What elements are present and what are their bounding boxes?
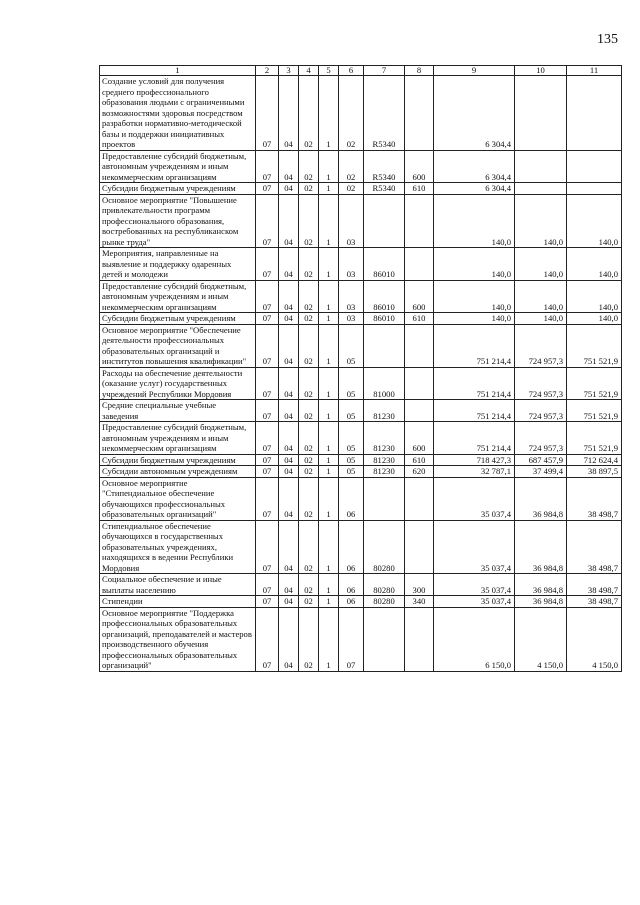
value-cell: 600 (405, 422, 434, 455)
value-cell (405, 607, 434, 671)
value-cell: 02 (299, 574, 319, 596)
value-cell: 06 (339, 520, 364, 574)
value-cell: 07 (256, 520, 279, 574)
value-cell (405, 520, 434, 574)
table-row (100, 324, 622, 367)
value-cell: 02 (299, 607, 319, 671)
value-cell: 6 304,4 (434, 150, 515, 183)
value-cell: 1 (319, 574, 339, 596)
value-cell: 81230 (364, 454, 405, 466)
value-cell: 02 (339, 150, 364, 183)
value-cell: 140,0 (567, 313, 622, 325)
row-name-cell: Субсидии бюджетным учреждениям (100, 454, 256, 466)
value-cell: 02 (299, 400, 319, 422)
row-name-cell: Стипендии (100, 596, 256, 608)
value-cell: 07 (256, 76, 279, 151)
value-cell: 81230 (364, 466, 405, 478)
value-cell: R5340 (364, 76, 405, 151)
value-cell: 04 (279, 367, 299, 400)
value-cell: 80280 (364, 520, 405, 574)
value-cell: 1 (319, 150, 339, 183)
value-cell (515, 76, 567, 151)
table-row (100, 520, 622, 574)
value-cell: 1 (319, 280, 339, 313)
value-cell (567, 150, 622, 183)
value-cell: 140,0 (434, 280, 515, 313)
value-cell: 07 (256, 280, 279, 313)
value-cell: 751 521,9 (567, 367, 622, 400)
row-name-cell: Стипендиальное обеспечение обучающихся в государственных образовательных учреждениях, находящихся в ведении Республики Мордовия (100, 520, 256, 574)
value-cell: 751 214,4 (434, 324, 515, 367)
value-cell: 02 (299, 248, 319, 281)
value-cell: 02 (299, 324, 319, 367)
value-cell (567, 183, 622, 195)
table-row (100, 194, 622, 248)
value-cell: 04 (279, 574, 299, 596)
value-cell (364, 194, 405, 248)
row-name-cell: Субсидии бюджетным учреждениям (100, 313, 256, 325)
value-cell: 02 (299, 466, 319, 478)
value-cell: 04 (279, 477, 299, 520)
value-cell: 05 (339, 324, 364, 367)
value-cell: 04 (279, 313, 299, 325)
value-cell: 07 (256, 454, 279, 466)
value-cell: 1 (319, 183, 339, 195)
value-cell: 751 521,9 (567, 400, 622, 422)
value-cell: 02 (299, 76, 319, 151)
value-cell: 36 984,8 (515, 574, 567, 596)
value-cell: 04 (279, 150, 299, 183)
value-cell (515, 150, 567, 183)
column-header: 4 (299, 66, 319, 76)
value-cell: 751 214,4 (434, 400, 515, 422)
table-row (100, 367, 622, 400)
column-header: 11 (567, 66, 622, 76)
value-cell: 1 (319, 313, 339, 325)
value-cell: 724 957,3 (515, 422, 567, 455)
value-cell: 07 (256, 313, 279, 325)
page-number: 135 (597, 32, 618, 47)
header-row (100, 66, 622, 76)
value-cell: 140,0 (434, 313, 515, 325)
value-cell: 03 (339, 194, 364, 248)
value-cell: 06 (339, 574, 364, 596)
value-cell: 751 214,4 (434, 422, 515, 455)
value-cell: 36 984,8 (515, 596, 567, 608)
value-cell: 4 150,0 (515, 607, 567, 671)
value-cell: 712 624,4 (567, 454, 622, 466)
value-cell: 05 (339, 454, 364, 466)
table-row (100, 466, 622, 478)
value-cell: 04 (279, 324, 299, 367)
row-name-cell: Средние специальные учебные заведения (100, 400, 256, 422)
budget-table (99, 65, 622, 672)
value-cell: 610 (405, 454, 434, 466)
value-cell: 02 (339, 76, 364, 151)
column-header: 2 (256, 66, 279, 76)
value-cell: 04 (279, 183, 299, 195)
value-cell: 02 (299, 454, 319, 466)
value-cell: 38 498,7 (567, 520, 622, 574)
value-cell: 05 (339, 422, 364, 455)
value-cell: 06 (339, 477, 364, 520)
value-cell: 140,0 (515, 248, 567, 281)
value-cell: 07 (256, 422, 279, 455)
value-cell: 1 (319, 454, 339, 466)
value-cell (567, 76, 622, 151)
value-cell: 07 (256, 150, 279, 183)
row-name-cell: Предоставление субсидий бюджетным, автономным учреждениям и иным некоммерческим организациям (100, 280, 256, 313)
value-cell: 02 (299, 422, 319, 455)
value-cell: 751 214,4 (434, 367, 515, 400)
value-cell: 1 (319, 520, 339, 574)
value-cell: 07 (256, 367, 279, 400)
row-name-cell: Основное мероприятие "Поддержка профессиональных образовательных организаций, преподавателей и мастеров производственного обучения профессиональных образовательных организаций" (100, 607, 256, 671)
value-cell: 724 957,3 (515, 324, 567, 367)
row-name-cell: Создание условий для получения среднего профессионального образования людьми с ограниченными возможностями здоровья посредством разработки нормативно-методической базы и поддержки инициативных проектов (100, 76, 256, 151)
value-cell: 300 (405, 574, 434, 596)
value-cell: 38 498,7 (567, 477, 622, 520)
value-cell (405, 324, 434, 367)
table-row (100, 477, 622, 520)
value-cell: 02 (299, 280, 319, 313)
value-cell: 751 521,9 (567, 324, 622, 367)
value-cell (405, 367, 434, 400)
value-cell: 05 (339, 367, 364, 400)
value-cell: 07 (256, 194, 279, 248)
row-name-cell: Основное мероприятие "Обеспечение деятельности профессиональных образовательных организаций и институтов повышения квалификации" (100, 324, 256, 367)
value-cell: 80280 (364, 574, 405, 596)
value-cell: 140,0 (515, 280, 567, 313)
value-cell: 35 037,4 (434, 596, 515, 608)
value-cell: 1 (319, 194, 339, 248)
table-row (100, 76, 622, 151)
value-cell: 86010 (364, 248, 405, 281)
value-cell (405, 76, 434, 151)
value-cell: 03 (339, 313, 364, 325)
row-name-cell: Основное мероприятие "Повышение привлекательности программ профессионального образования, востребованных на республиканском рынке труда" (100, 194, 256, 248)
value-cell (405, 194, 434, 248)
value-cell (364, 477, 405, 520)
value-cell: 05 (339, 466, 364, 478)
table-row (100, 422, 622, 455)
value-cell (405, 477, 434, 520)
value-cell: 02 (299, 313, 319, 325)
value-cell: 340 (405, 596, 434, 608)
value-cell: 07 (256, 574, 279, 596)
column-header: 3 (279, 66, 299, 76)
value-cell: 04 (279, 194, 299, 248)
value-cell: 07 (256, 183, 279, 195)
value-cell: 687 457,9 (515, 454, 567, 466)
table-row (100, 607, 622, 671)
value-cell: 6 150,0 (434, 607, 515, 671)
column-header: 9 (434, 66, 515, 76)
row-name-cell: Основное мероприятие "Стипендиальное обеспечение обучающихся профессиональных образовательных организаций" (100, 477, 256, 520)
value-cell: 751 521,9 (567, 422, 622, 455)
value-cell: 04 (279, 280, 299, 313)
value-cell (405, 248, 434, 281)
value-cell: 04 (279, 76, 299, 151)
column-header: 7 (364, 66, 405, 76)
value-cell: 02 (299, 596, 319, 608)
value-cell: 1 (319, 367, 339, 400)
value-cell: 81230 (364, 400, 405, 422)
value-cell: 03 (339, 280, 364, 313)
value-cell: R5340 (364, 150, 405, 183)
value-cell: 02 (299, 367, 319, 400)
value-cell: 610 (405, 183, 434, 195)
value-cell: 6 304,4 (434, 183, 515, 195)
value-cell: 1 (319, 596, 339, 608)
value-cell: 06 (339, 596, 364, 608)
value-cell: 1 (319, 466, 339, 478)
row-name-cell: Расходы на обеспечение деятельности (оказание услуг) государственных учреждений Республики Мордовия (100, 367, 256, 400)
value-cell: 38 897,5 (567, 466, 622, 478)
value-cell: 07 (256, 477, 279, 520)
value-cell: 04 (279, 422, 299, 455)
value-cell: 03 (339, 248, 364, 281)
column-header: 6 (339, 66, 364, 76)
value-cell (364, 324, 405, 367)
column-header: 5 (319, 66, 339, 76)
value-cell: 07 (256, 596, 279, 608)
value-cell: 07 (256, 466, 279, 478)
value-cell: 140,0 (515, 313, 567, 325)
value-cell: 1 (319, 76, 339, 151)
value-cell: 718 427,3 (434, 454, 515, 466)
value-cell: 140,0 (434, 194, 515, 248)
value-cell: 81230 (364, 422, 405, 455)
value-cell: 140,0 (567, 280, 622, 313)
row-name-cell: Предоставление субсидий бюджетным, автономным учреждениям и иным некоммерческим организациям (100, 422, 256, 455)
value-cell: 02 (299, 150, 319, 183)
table-body (100, 76, 622, 672)
value-cell: 86010 (364, 313, 405, 325)
value-cell: 140,0 (434, 248, 515, 281)
value-cell: 140,0 (567, 194, 622, 248)
value-cell: 1 (319, 324, 339, 367)
row-name-cell: Субсидии автономным учреждениям (100, 466, 256, 478)
value-cell: 36 984,8 (515, 520, 567, 574)
value-cell: 35 037,4 (434, 477, 515, 520)
value-cell: 02 (299, 183, 319, 195)
value-cell: 724 957,3 (515, 367, 567, 400)
value-cell: 80280 (364, 596, 405, 608)
value-cell: 81000 (364, 367, 405, 400)
value-cell: 1 (319, 477, 339, 520)
value-cell: 04 (279, 520, 299, 574)
value-cell: 04 (279, 607, 299, 671)
table-row (100, 280, 622, 313)
value-cell: 07 (256, 324, 279, 367)
value-cell: 6 304,4 (434, 76, 515, 151)
table-row (100, 248, 622, 281)
column-header: 1 (100, 66, 256, 76)
value-cell: 02 (339, 183, 364, 195)
column-header: 8 (405, 66, 434, 76)
column-header: 10 (515, 66, 567, 76)
table-row (100, 183, 622, 195)
row-name-cell: Социальное обеспечение и иные выплаты населению (100, 574, 256, 596)
value-cell: 38 498,7 (567, 596, 622, 608)
value-cell: 02 (299, 194, 319, 248)
value-cell: 37 499,4 (515, 466, 567, 478)
value-cell: 07 (256, 248, 279, 281)
value-cell: 04 (279, 454, 299, 466)
value-cell: 04 (279, 466, 299, 478)
value-cell: 07 (339, 607, 364, 671)
value-cell: 600 (405, 280, 434, 313)
value-cell: 4 150,0 (567, 607, 622, 671)
value-cell: 600 (405, 150, 434, 183)
value-cell: 610 (405, 313, 434, 325)
table-row (100, 596, 622, 608)
value-cell: 1 (319, 422, 339, 455)
value-cell: 35 037,4 (434, 520, 515, 574)
value-cell (405, 400, 434, 422)
value-cell: 04 (279, 400, 299, 422)
row-name-cell: Предоставление субсидий бюджетным, автономным учреждениям и иным некоммерческим организациям (100, 150, 256, 183)
value-cell: 02 (299, 477, 319, 520)
table-row (100, 400, 622, 422)
value-cell: 86010 (364, 280, 405, 313)
row-name-cell: Мероприятия, направленные на выявление и поддержку одаренных детей и молодежи (100, 248, 256, 281)
value-cell: 05 (339, 400, 364, 422)
row-name-cell: Субсидии бюджетным учреждениям (100, 183, 256, 195)
value-cell: 140,0 (515, 194, 567, 248)
value-cell: 1 (319, 607, 339, 671)
value-cell: 07 (256, 607, 279, 671)
value-cell (515, 183, 567, 195)
value-cell: 724 957,3 (515, 400, 567, 422)
value-cell: 32 787,1 (434, 466, 515, 478)
value-cell: 140,0 (567, 248, 622, 281)
value-cell (364, 607, 405, 671)
value-cell: 620 (405, 466, 434, 478)
value-cell: R5340 (364, 183, 405, 195)
table-row (100, 150, 622, 183)
value-cell: 36 984,8 (515, 477, 567, 520)
value-cell: 1 (319, 400, 339, 422)
value-cell: 02 (299, 520, 319, 574)
value-cell: 38 498,7 (567, 574, 622, 596)
value-cell: 04 (279, 596, 299, 608)
value-cell: 07 (256, 400, 279, 422)
table-row (100, 313, 622, 325)
value-cell: 04 (279, 248, 299, 281)
value-cell: 1 (319, 248, 339, 281)
table-row (100, 574, 622, 596)
value-cell: 35 037,4 (434, 574, 515, 596)
table-row (100, 454, 622, 466)
